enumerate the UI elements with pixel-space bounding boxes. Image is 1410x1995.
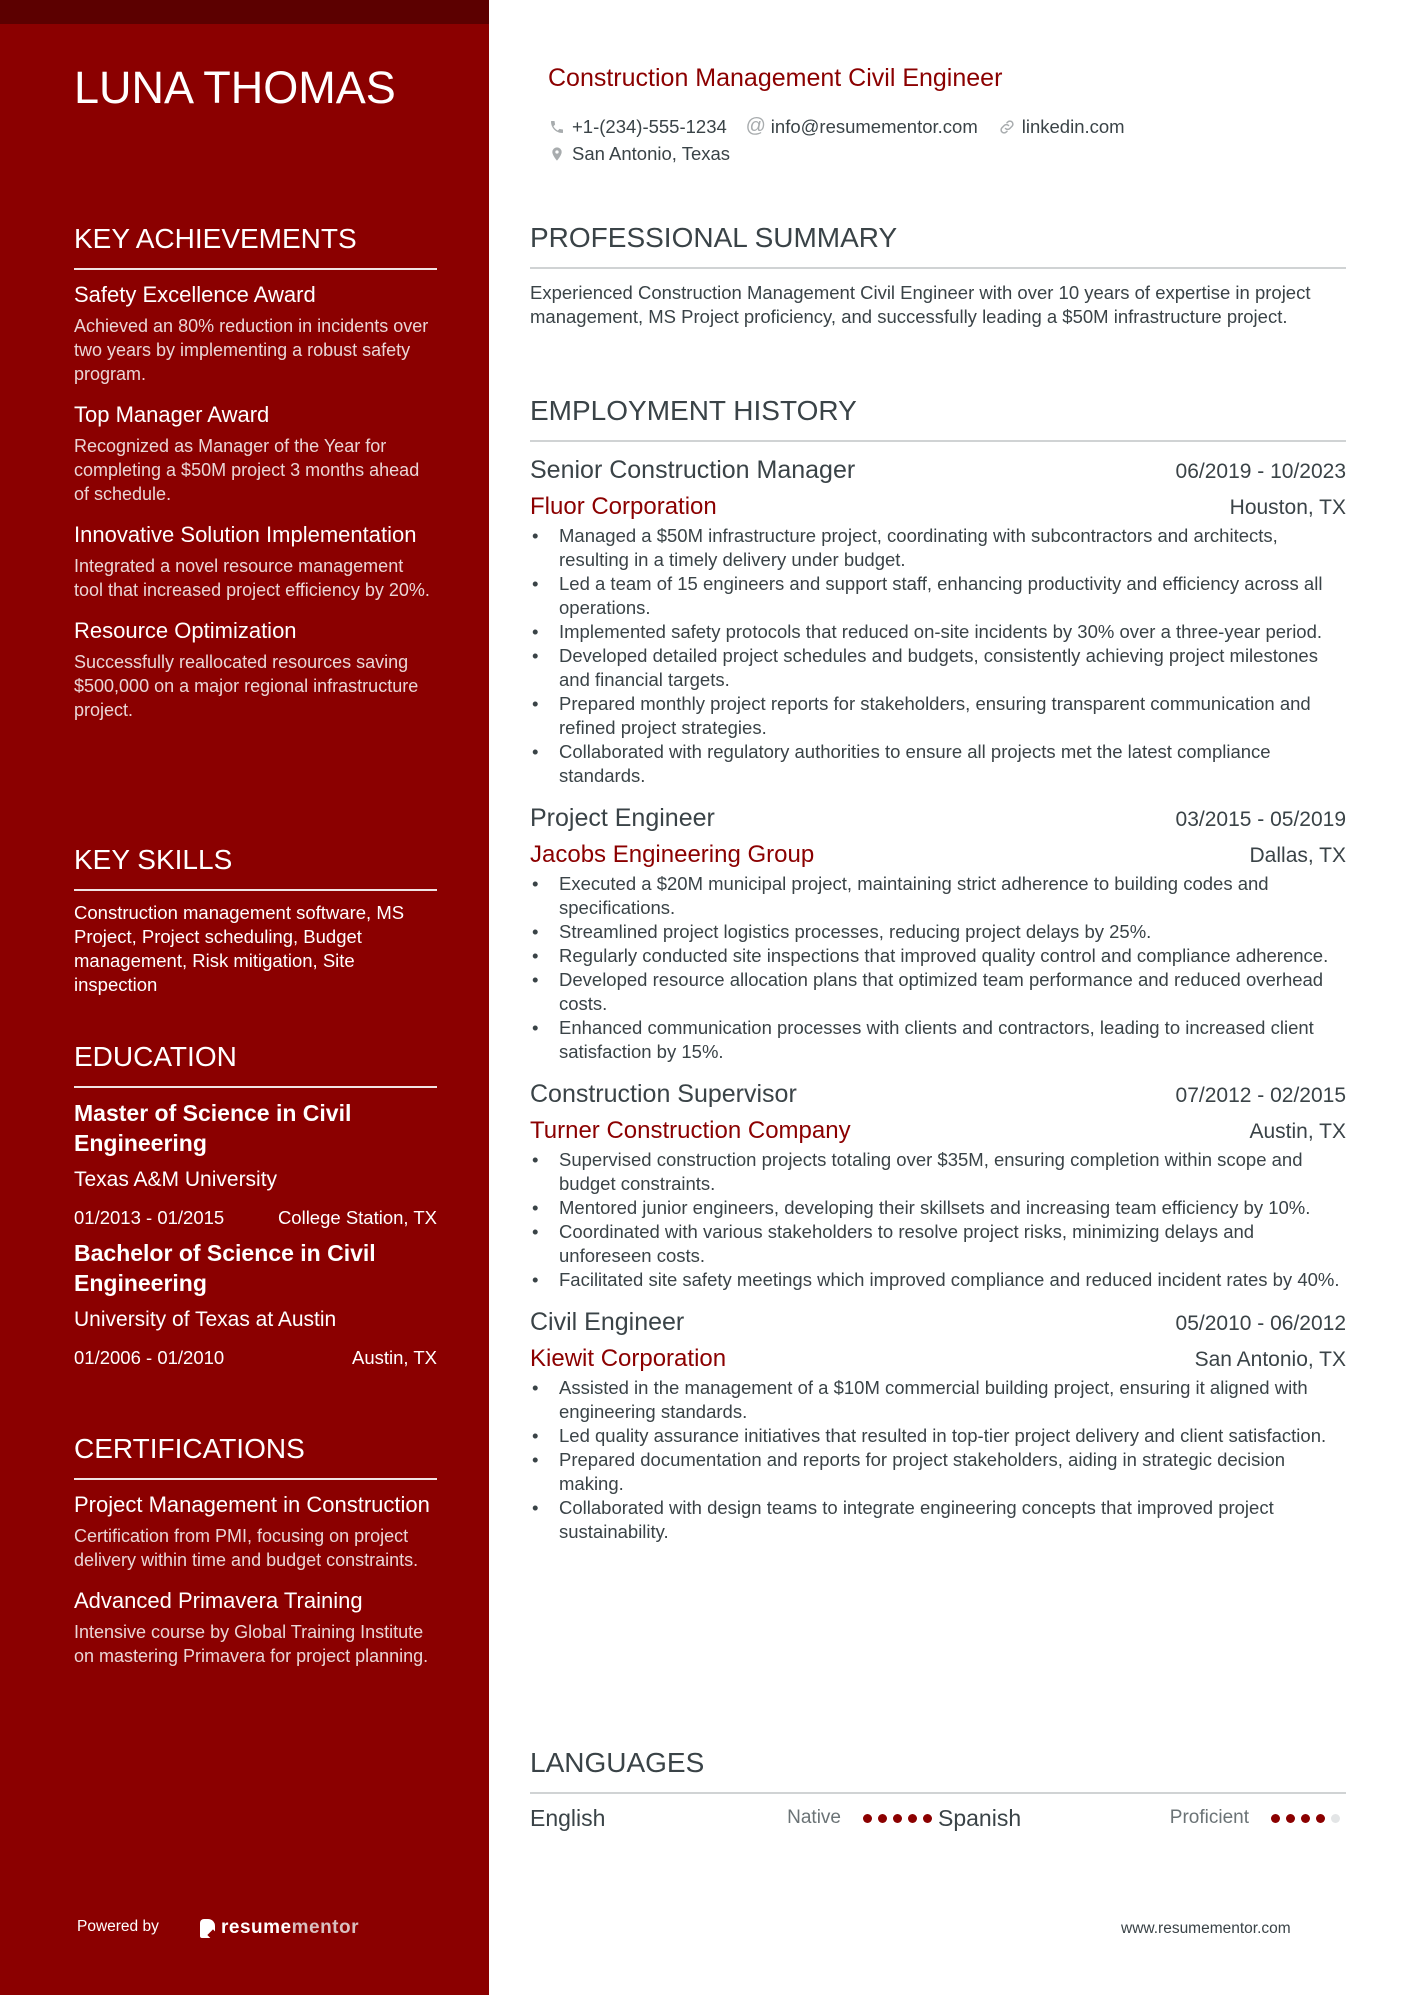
employment-heading: EMPLOYMENT HISTORY — [530, 395, 857, 426]
job-entry — [530, 1078, 1346, 1292]
achievement-title: Resource Optimization — [74, 618, 297, 643]
certification-title: Advanced Primavera Training — [74, 1588, 363, 1613]
phone-text: +1-(234)-555-1234 — [572, 115, 727, 137]
rating-dot-filled — [908, 1814, 917, 1823]
languages-section — [530, 1746, 1346, 1838]
sidebar-top-band — [0, 0, 489, 24]
job-entry — [530, 454, 1346, 788]
job-bullet: • Facilitated site safety meetings which improved compliance and reduced incident rates by 40%. — [530, 1268, 1346, 1292]
link-icon — [998, 118, 1016, 136]
language-rating — [1271, 1814, 1346, 1823]
job-location: Dallas, TX — [1249, 844, 1346, 867]
contact-linkedin[interactable] — [998, 116, 1125, 138]
job-location: Houston, TX — [1229, 496, 1346, 519]
certification-title: Project Management in Construction — [74, 1492, 430, 1517]
rating-dot-filled — [863, 1814, 872, 1823]
job-bullet: • Led a team of 15 engineers and support staff, enhancing productivity and efficiency across all operations. — [530, 572, 1346, 620]
job-role: Senior Construction Manager — [530, 456, 856, 484]
certification-desc: Intensive course by Global Training Institute on mastering Primavera for project planning. — [74, 1622, 429, 1666]
education-meta — [74, 1206, 437, 1230]
job-bullet: • Collaborated with design teams to integrate engineering concepts that improved project sustainability. — [530, 1496, 1346, 1544]
linkedin-text: linkedin.com — [1021, 115, 1125, 137]
job-role: Civil Engineer — [530, 1308, 685, 1336]
job-bullets — [530, 872, 1346, 1064]
school: University of Texas at Austin — [74, 1308, 337, 1331]
rating-dot-filled — [878, 1814, 887, 1823]
education-dates: 01/2013 - 01/2015 — [74, 1207, 225, 1228]
certification-item — [74, 1490, 437, 1572]
language-rating — [863, 1814, 938, 1823]
language-item — [530, 1805, 938, 1832]
divider — [530, 1792, 1346, 1794]
contact-email[interactable] — [747, 116, 978, 138]
resumementor-logo[interactable] — [200, 1917, 359, 1939]
target-job-title: Construction Management Civil Engineer — [548, 64, 1003, 92]
job-bullet: • Coordinated with various stakeholders to resolve project risks, minimizing delays and unforeseen costs. — [530, 1220, 1346, 1268]
language-name: Spanish — [938, 1804, 1022, 1831]
job-entry — [530, 1306, 1346, 1544]
job-bullet: • Regularly conducted site inspections that improved quality control and compliance adherence. — [530, 944, 1346, 968]
divider — [74, 889, 437, 891]
skills-heading: KEY SKILLS — [74, 844, 233, 875]
job-dates: 03/2015 - 05/2019 — [1175, 808, 1346, 831]
achievement-title: Safety Excellence Award — [74, 282, 316, 307]
job-company: Turner Construction Company — [530, 1117, 851, 1144]
sidebar — [0, 0, 489, 1995]
job-bullet: • Led quality assurance initiatives that resulted in top-tier project delivery and client satisfaction. — [530, 1424, 1346, 1448]
job-company: Fluor Corporation — [530, 493, 717, 520]
language-name: English — [530, 1804, 606, 1831]
location-text: San Antonio, Texas — [572, 142, 731, 164]
phone-icon — [548, 118, 566, 136]
job-bullet: • Prepared monthly project reports for stakeholders, ensuring transparent communication and refined project strategies. — [530, 692, 1346, 740]
rating-dot-filled — [1316, 1814, 1325, 1823]
skills-list: Construction management software, MS Project, Project scheduling, Budget management, Risk mitigation, Site inspection — [74, 902, 405, 995]
job-entry — [530, 802, 1346, 1064]
achievement-item — [74, 280, 437, 386]
email-text: info@resumementor.com — [770, 115, 978, 137]
job-bullet: • Enhanced communication processes with clients and contractors, leading to increased client satisfaction by 15%. — [530, 1016, 1346, 1064]
logo-text-resume: resume — [221, 1917, 292, 1938]
achievement-desc: Integrated a novel resource management tool that increased project efficiency by 20%. — [74, 556, 430, 600]
job-bullet: • Implemented safety protocols that reduced on-site incidents by 30% over a three-year period. — [530, 620, 1346, 644]
contact-phone[interactable] — [548, 116, 727, 138]
job-bullet: • Assisted in the management of a $10M commercial building project, ensuring it aligned with engineering standards. — [530, 1376, 1346, 1424]
rating-dot-filled — [1271, 1814, 1280, 1823]
summary-text: Experienced Construction Management Civil Engineer with over 10 years of expertise in project management, MS Project proficiency, and successfully leading a $50M infrastructure project. — [530, 282, 1311, 327]
job-dates: 05/2010 - 06/2012 — [1175, 1312, 1346, 1335]
job-dates: 07/2012 - 02/2015 — [1175, 1084, 1346, 1107]
achievement-item — [74, 616, 437, 722]
contact-info — [548, 113, 1308, 167]
achievement-desc: Successfully reallocated resources saving $500,000 on a major regional infrastructure project. — [74, 652, 419, 720]
job-bullet: • Supervised construction projects totaling over $35M, ensuring completion within scope and budget constraints. — [530, 1148, 1346, 1196]
footer-url-link[interactable]: www.resumementor.com — [1121, 1920, 1291, 1937]
divider — [530, 267, 1346, 269]
language-level: Native — [787, 1807, 841, 1828]
rating-dot-filled — [893, 1814, 902, 1823]
education-meta — [74, 1346, 437, 1370]
education-section — [74, 1040, 437, 1378]
job-bullet: • Managed a $50M infrastructure project, coordinating with subcontractors and architects, resulting in a timely delivery under budget. — [530, 524, 1346, 572]
job-bullet: • Developed detailed project schedules and budgets, consistently achieving project milestones and financial targets. — [530, 644, 1346, 692]
achievement-item — [74, 520, 437, 602]
divider — [530, 440, 1346, 442]
summary-heading: PROFESSIONAL SUMMARY — [530, 222, 898, 253]
languages-row — [530, 1798, 1346, 1838]
degree: Master of Science in Civil Engineering — [74, 1100, 352, 1156]
job-bullet: • Prepared documentation and reports for project stakeholders, aiding in strategic decision making. — [530, 1448, 1346, 1496]
certifications-section — [74, 1432, 437, 1682]
certification-item — [74, 1586, 437, 1668]
at-icon: @ — [745, 115, 766, 137]
location-pin-icon — [548, 145, 566, 163]
certifications-heading: CERTIFICATIONS — [74, 1433, 305, 1464]
education-location: Austin, TX — [351, 1347, 437, 1368]
achievements-section — [74, 222, 437, 736]
employment-section — [530, 394, 1346, 1558]
achievement-desc: Achieved an 80% reduction in incidents over two years by implementing a robust safety program. — [74, 316, 429, 384]
rating-dot-filled — [1301, 1814, 1310, 1823]
degree: Bachelor of Science in Civil Engineering — [74, 1240, 376, 1296]
rating-dot-empty — [1331, 1814, 1340, 1823]
job-bullets — [530, 1376, 1346, 1544]
education-dates: 01/2006 - 01/2010 — [74, 1347, 225, 1368]
certification-desc: Certification from PMI, focusing on project delivery within time and budget constraints. — [74, 1526, 419, 1570]
education-location: College Station, TX — [277, 1207, 437, 1228]
job-company: Kiewit Corporation — [530, 1345, 727, 1372]
achievements-heading: KEY ACHIEVEMENTS — [74, 223, 357, 254]
job-bullets — [530, 1148, 1346, 1292]
education-item — [74, 1238, 437, 1370]
logo-text-mentor: mentor — [291, 1917, 360, 1938]
job-location: Austin, TX — [1249, 1120, 1346, 1143]
languages-heading: LANGUAGES — [530, 1747, 705, 1778]
divider — [74, 268, 437, 270]
job-bullet: • Mentored junior engineers, developing their skillsets and increasing team efficiency by 10%. — [530, 1196, 1346, 1220]
job-role: Project Engineer — [530, 804, 715, 832]
powered-by-label: Powered by — [77, 1918, 159, 1935]
job-bullet: • Executed a $20M municipal project, maintaining strict adherence to building codes and specifications. — [530, 872, 1346, 920]
education-heading: EDUCATION — [74, 1041, 237, 1072]
rating-dot-filled — [923, 1814, 932, 1823]
job-dates: 06/2019 - 10/2023 — [1175, 460, 1346, 483]
divider — [74, 1478, 437, 1480]
resumementor-logo-icon — [200, 1919, 215, 1938]
job-bullet: • Streamlined project logistics processes, reducing project delays by 25%. — [530, 920, 1346, 944]
school: Texas A&M University — [74, 1168, 278, 1191]
job-company: Jacobs Engineering Group — [530, 841, 815, 868]
education-item — [74, 1098, 437, 1230]
job-role: Construction Supervisor — [530, 1080, 797, 1108]
achievement-desc: Recognized as Manager of the Year for completing a $50M project 3 months ahead of schedule. — [74, 436, 420, 504]
contact-row — [548, 113, 1308, 140]
achievement-title: Innovative Solution Implementation — [74, 522, 417, 547]
job-location: San Antonio, TX — [1194, 1348, 1346, 1371]
summary-section — [530, 221, 1346, 329]
contact-row — [548, 140, 1308, 167]
divider — [74, 1086, 437, 1088]
job-bullet: • Developed resource allocation plans that optimized team performance and reduced overhead costs. — [530, 968, 1346, 1016]
contact-location — [548, 143, 730, 165]
language-item — [938, 1805, 1346, 1832]
achievement-title: Top Manager Award — [74, 402, 270, 427]
rating-dot-filled — [1286, 1814, 1295, 1823]
achievement-item — [74, 400, 437, 506]
language-level: Proficient — [1169, 1807, 1249, 1828]
job-bullet: • Collaborated with regulatory authorities to ensure all projects met the latest compliance standards. — [530, 740, 1346, 788]
candidate-name: LUNA THOMAS — [74, 62, 396, 113]
job-bullets — [530, 524, 1346, 788]
skills-section — [74, 843, 437, 997]
